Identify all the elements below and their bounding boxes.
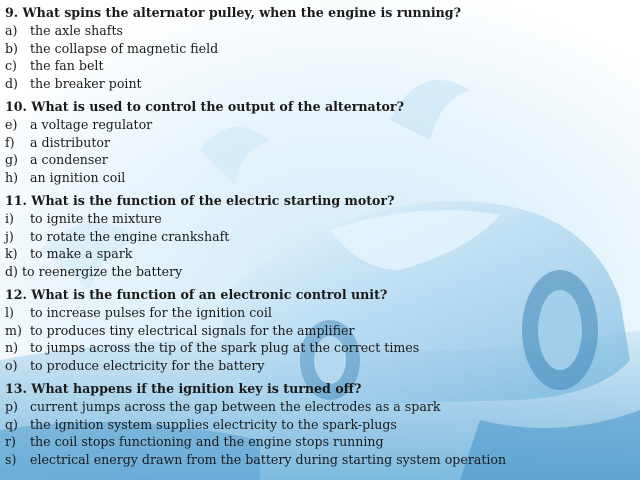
question-title: 11. What is the function of the electric starting motor? [5,192,395,208]
option-text: current jumps across the gap between the electrodes as a spark [30,398,441,414]
option-letter: l) [5,304,14,320]
option-text: to jumps across the tip of the spark plug at the correct times [30,340,420,356]
option-letter: s) [5,452,17,468]
option-text: the coil stops functioning and the engine stops running [30,434,384,450]
option-d [5,75,635,93]
option-h [5,169,635,187]
option-letter: a) [5,22,18,38]
option-q [5,416,635,434]
option-o [5,357,635,375]
quiz-content [5,4,635,469]
option-text: a voltage regulator [30,116,153,132]
option-letter: p) [5,398,18,414]
option-letter: f) [5,134,15,150]
option-text: the collapse of magnetic field [30,40,219,56]
option-text: a distributor [30,134,111,150]
option-text: to produce electricity for the battery [30,358,265,374]
option-text: an ignition coil [30,170,126,186]
option-letter: b) [5,40,18,56]
question-12 [5,286,635,375]
option-letter: q) [5,416,18,432]
option-text: to reenergize the battery [21,264,183,280]
question-10 [5,98,635,187]
option-f [5,134,635,152]
option-letter: h) [5,170,19,186]
option-letter: c) [5,58,17,74]
question-title: 10. What is used to control the output of the alternator? [5,98,404,114]
option-text: to rotate the engine crankshaft [30,228,230,244]
option-k [5,245,635,263]
option-letter: d) [5,76,18,92]
option-s [5,451,635,469]
question-title: 9. What spins the alternator pulley, when the engine is running? [5,5,461,20]
option-n [5,339,635,357]
option-text: the fan belt [30,58,104,74]
option-g [5,151,635,169]
option-letter: g) [5,152,18,168]
option-text: electrical energy drawn from the battery during starting system operation [30,452,507,468]
option-e [5,116,635,134]
option-text: to make a spark [30,246,133,262]
option-text: to increase pulses for the ignition coil [30,304,272,320]
question-title: 13. What happens if the ignition key is turned off? [5,380,362,396]
option-a [5,22,635,40]
option-r [5,433,635,451]
question-title: 12. What is the function of an electronic control unit? [5,286,388,302]
option-text: a condenser [30,152,108,168]
option-l [5,304,635,322]
question-13 [5,380,635,469]
option-d [5,263,635,281]
question-9 [5,4,635,93]
option-letter: r) [5,434,16,450]
option-c [5,57,635,75]
option-letter: k) [5,246,18,262]
option-text: to produces tiny electrical signals for the amplifier [30,322,355,338]
option-letter: o) [5,358,18,374]
option-letter: i) [5,210,14,226]
option-letter: m) [5,322,22,338]
option-m [5,322,635,340]
option-text: the axle shafts [30,22,123,38]
option-text: the breaker point [30,76,142,92]
option-letter: d) [5,264,18,280]
option-j [5,228,635,246]
option-p [5,398,635,416]
option-text: the ignition system supplies electricity to the spark-plugs [30,416,397,432]
option-b [5,40,635,58]
question-11 [5,192,635,281]
option-i [5,210,635,228]
option-letter: j) [5,228,14,244]
option-text: to ignite the mixture [30,210,162,226]
option-letter: e) [5,116,18,132]
option-letter: n) [5,340,19,356]
